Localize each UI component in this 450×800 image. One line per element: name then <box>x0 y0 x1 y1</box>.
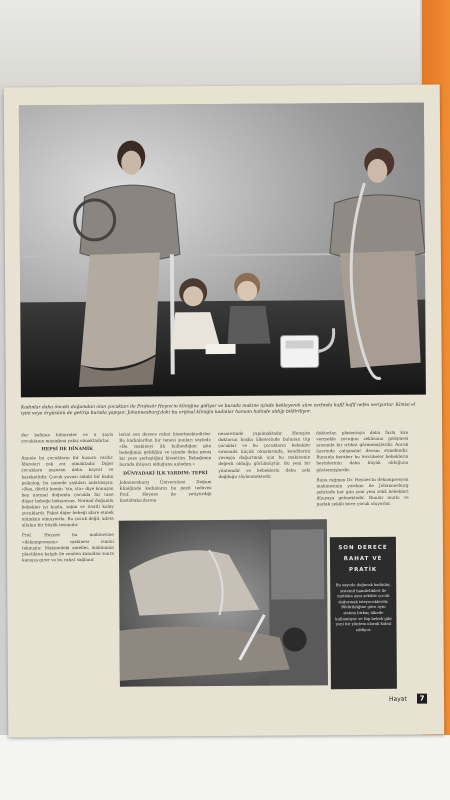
subheading: DÜNYADAKİ İLK YARDIM: TEPKİ <box>123 470 208 477</box>
sidebar-title <box>330 543 396 576</box>
sidebar-text: Bu sayede doğacak kadınlar, sistemli hamilelikleri ile mutlaka aynı şekilde çocuk doğurmak isteyeceklerdir. Bildirildiğine göre aynı sistem birkaç ülkede kullanılıyor ve tüp bebek gibi yeni bir yöntem olarak kabul ediliyor. <box>335 581 392 632</box>
subheading: HEPSİ DE DİNAMİK <box>41 447 94 453</box>
paragraph: doktorlar, plasentaya daha fazla kan vermekle çocuğun zekâsının gelişmesi arasında bir irtibat görmemişlerdir. Ancak üzerinde çalışmalar devam etmektedir. Bununla beraber bu tecrübeler bebeklerin beyinlerinin daha büyük olduğunu göstermişlerdir. <box>316 429 409 472</box>
sidebar-title-line: SON DERECE <box>338 544 388 552</box>
sidebar-title-line: RAHAT VE <box>343 555 383 563</box>
secondary-photo <box>119 519 328 686</box>
column-2 <box>119 431 212 507</box>
paragraph: Annele bu çocukların bir kusuru vardır. İdareleri çok zor olmaktadır. Diğer çocuklara nazaran daha hayrat ve hareketlidir. Çocuk yuvası sahibi bir kadın psikolog, bu inmede yaşlıları anlatmayın: «Ben, dörtlü hemîn ʼsta, sta» diye konuşan beş normal doğumlu çocukla bir tane düşer bebeğe bakıyorum. Normal doğumlu bebekler iyi huylu, sakin ve itaatli kolay çocuklardı. Fakat diğer bebeği idare etmek mümkün olmuyordu. Bu çocuk değil, adeta allahın bir böyük insanıdır. <box>21 455 114 528</box>
paragraph: lerini son derece rahat hissetmektedirler. Bu kadınlardan bir tanesi şunları söyledi: «Bu makineyi ilk kullandığım gün bebeğimin geldiğini ve içimde daha geniş bir yere yerleştiğini hissettim. Bebeğimin burada ihtiyacı olduğunu anladım.» <box>119 431 212 468</box>
column-3 <box>218 430 311 506</box>
photo-caption: Kadınlar daha önceki doğumdan olan çocukları ile Profesör Heyns'in kliniğine gidiyor ve burada makine içinde bekleyerek süre zarfında hafif hafif nefes veriyorlar. Kimisi el işini veya örgüsünü de getirip burada yapıyor. Johannesburg'daki bu orijinal kliniğin kadınlar hamam halinde aldığı bildiriliyor. <box>20 402 416 417</box>
page-number: 7 <box>417 694 427 704</box>
paragraph: der kafaine biliniroler ve a şayia çocuklanın manağına yakış olmaktadırlar. <box>21 431 114 444</box>
paragraph: Buna rağmen Dr. Heynes'in dekompresyon makinesinin yardımı ile Johannesburg şehrinde her gün yeni yeni zekâ bebekleri dünyaya gelmektedir. Bunlar mutlu ve parlak zekâlı birer çocuk oluyorlar. <box>316 476 409 507</box>
woman-right-figure <box>319 143 426 389</box>
magazine-page <box>4 84 445 737</box>
children-figure <box>165 264 276 375</box>
magazine-brand: Hayat <box>388 695 407 703</box>
sidebar-box <box>330 537 397 689</box>
column-1 <box>21 432 114 564</box>
white-surface <box>0 735 450 800</box>
background-paper <box>0 0 420 95</box>
sidebar-title-line: PRATİK <box>349 566 378 574</box>
secondary-photo-scene <box>119 519 328 686</box>
paragraph: Prof. Heynes bu makinesine «dekompresyon» makinesi ismini takmıştır. Makinedeki ameller, makinanin plastikten kalıplı ile zenilen kalından sonra kansıza girer ve bu rahat sağlanır. <box>21 532 115 563</box>
main-photo <box>19 103 426 398</box>
paragraph: nezaretinde yapılmaktadır. Hemşire doktorun başka ülkelerinde bulunan tüp çocuklar ve bu çocukların bebekler sırasında küçük olmalarında, kendilerini yavaşça doğurtmak için bu makinenin değerli olduğu görülmüştür. Bu yeni bir yöntemdir ve bebeklerin daha zeki doğduğu söylenmektedir. <box>218 430 311 479</box>
paragraph: Johannesburg Üniversitesi Doğum Kliniğinde kadınların bu geçit tedavisi Prof. Heynes ile yetiştirdiği hastabakıcılarına <box>119 478 212 503</box>
